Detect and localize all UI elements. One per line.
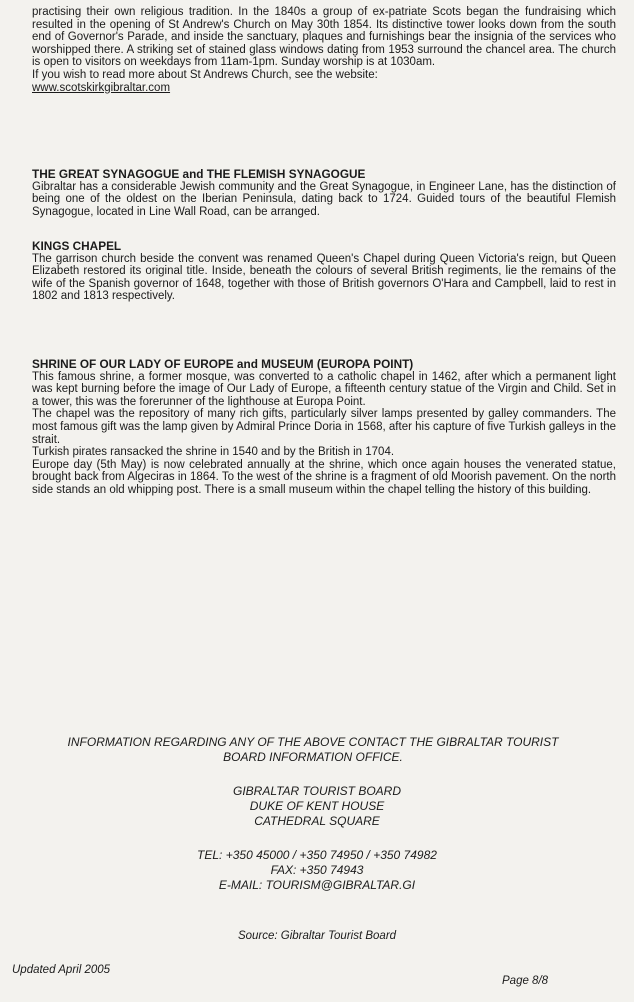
website-lead: If you wish to read more about St Andrews Church, see the website:: [32, 68, 378, 81]
section-title: THE GREAT SYNAGOGUE and THE FLEMISH SYNAGOGUE: [32, 167, 366, 181]
section-title: KINGS CHAPEL: [32, 239, 122, 253]
address-line: CATHEDRAL SQUARE: [254, 814, 380, 828]
address-line: DUKE OF KENT HOUSE: [249, 799, 385, 813]
footer-updated: Updated April 2005: [12, 964, 111, 976]
address-line: GIBRALTAR TOURIST BOARD: [232, 784, 402, 798]
contact-heading-line: BOARD INFORMATION OFFICE.: [223, 750, 403, 764]
source-line: Source: Gibraltar Tourist Board: [237, 930, 397, 942]
section-kings-chapel: [32, 240, 616, 303]
section-paragraph: Turkish pirates ransacked the shrine in 1540 and by the British in 1704.: [32, 446, 395, 459]
section-paragraph: Europe day (5th May) is now celebrated annually at the shrine, which once again houses the venerated statue, brought back from Algeciras in 1864. To the west of the shrine is a fragment of old Moorish pavement. On the north side stands an old whipping post. There is a small museum within the chapel telling the history of this building.: [32, 458, 616, 496]
section-shrine: [32, 358, 616, 497]
section-title: SHRINE OF OUR LADY OF EUROPE and MUSEUM (EUROPA POINT): [32, 357, 414, 371]
email-line: E-MAIL: TOURISM@GIBRALTAR.GI: [218, 878, 416, 892]
intro-block: [32, 6, 616, 94]
address-block: [0, 784, 634, 829]
section-synagogue: [32, 168, 616, 218]
contact-heading-line: INFORMATION REGARDING ANY OF THE ABOVE CONTACT THE GIBRALTAR TOURIST: [67, 735, 559, 749]
section-paragraph: The garrison church beside the convent was renamed Queen's Chapel during Queen Victoria's reign, but Queen Elizabeth restored its original title. Inside, beneath the colours of several British regiments, lie the remains of the wife of the Spanish governor of 1648, together with those of British governors O'Hara and Campbell, laid to rest in 1802 and 1813 respectively.: [32, 252, 616, 303]
section-paragraph: This famous shrine, a former mosque, was converted to a catholic chapel in 1462, after which a permanent light was kept burning before the image of Our Lady of Europe, a fifteenth century statue of the Virgin and Child. Set in a tower, this was the forerunner of the lighthouse at Europa Point.: [32, 370, 616, 408]
contact-details: [0, 848, 634, 893]
section-paragraph: Gibraltar has a considerable Jewish community and the Great Synagogue, in Engineer Lane, has the distinction of being one of the oldest on the Iberian Peninsula, dating back to 1724. Guided tours of the beautiful Flemish Synagogue, located in Line Wall Road, can be arranged.: [32, 180, 616, 218]
contact-heading: [18, 735, 608, 765]
intro-paragraph: practising their own religious tradition. In the 1840s a group of ex-patriate Scots began the fundraising which resulted in the opening of St Andrew's Church on May 30th 1854. Its distinctive tower looks down from the south end of Governor's Parade, and inside the sanctuary, plaques and furnishings bear the insignia of the services who worshipped there. A striking set of stained glass windows dating from 1953 surround the chancel area. The church is open to visitors on weekdays from 11am-1pm. Sunday worship is at 1030am.: [32, 6, 616, 69]
website-link[interactable]: www.scotskirkgibraltar.com: [32, 81, 171, 94]
footer-page-number: Page 8/8: [502, 975, 549, 987]
tel-line: TEL: +350 45000 / +350 74950 / +350 74982: [197, 848, 437, 862]
section-paragraph: The chapel was the repository of many rich gifts, particularly silver lamps presented by galley commanders. The most famous gift was the lamp given by Admiral Prince Doria in 1568, after his capture of five Turkish galleys in the strait.: [32, 408, 616, 446]
fax-line: FAX: +350 74943: [270, 863, 364, 877]
